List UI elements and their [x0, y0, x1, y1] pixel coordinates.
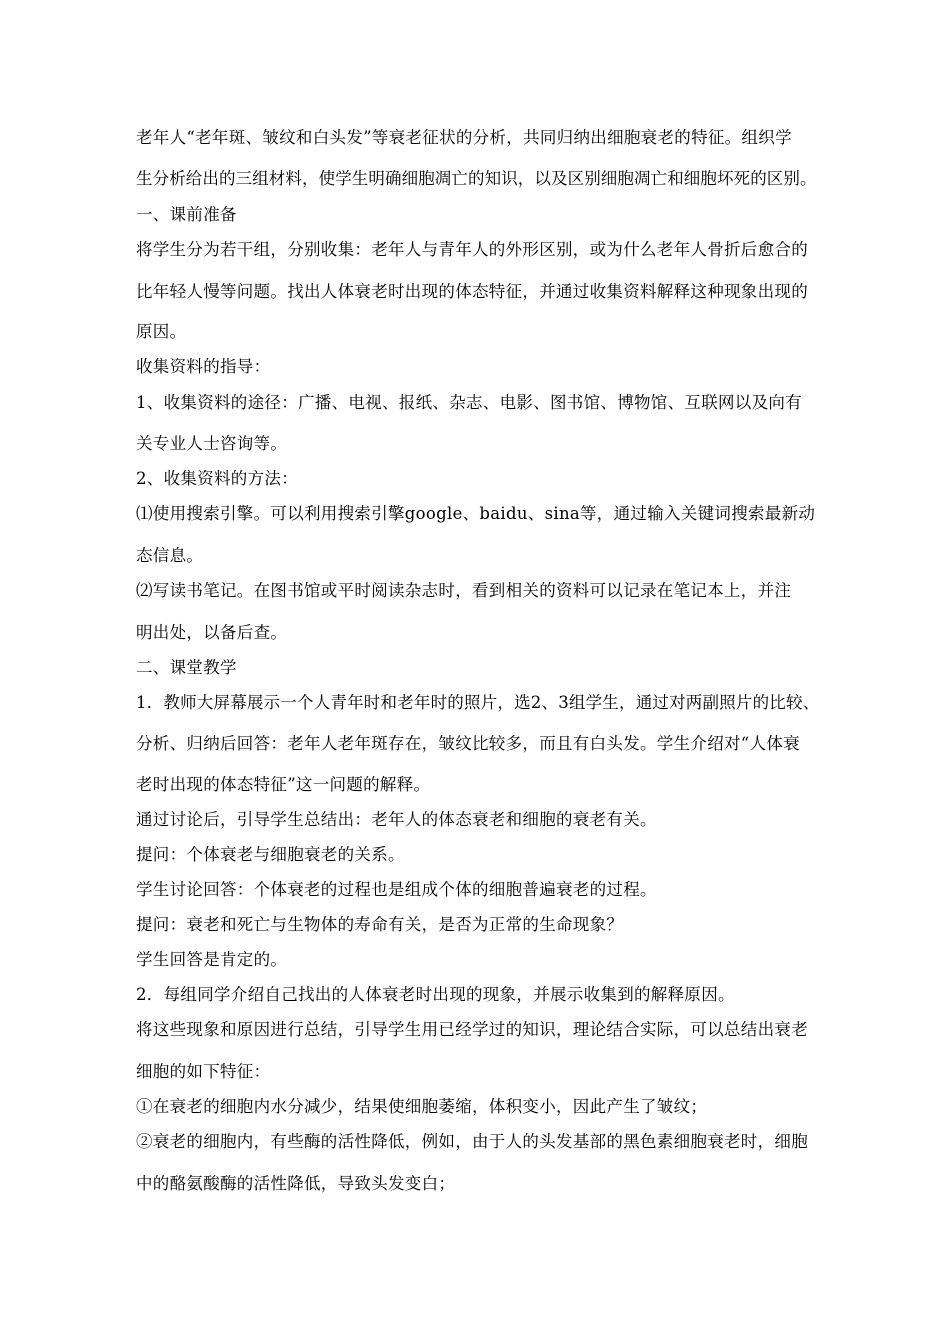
- text-line: 收集资料的指导：: [136, 357, 271, 376]
- text-line: 细胞的如下特征：: [136, 1062, 271, 1081]
- text-line: 提问：个体衰老与细胞衰老的关系。: [136, 845, 405, 864]
- list-item: 2、收集资料的方法：: [136, 469, 298, 488]
- list-item: 2．每组同学介绍自己找出的人体衰老时出现的现象，并展示收集到的解释原因。: [136, 985, 735, 1004]
- section-heading: 二、课堂教学: [136, 658, 237, 677]
- text-line: 分析、归纳后回答：老年人老年斑存在，皱纹比较多，而且有白头发。学生介绍对“人体衰: [136, 734, 800, 753]
- list-item: ①在衰老的细胞内水分减少，结果使细胞萎缩，体积变小，因此产生了皱纹；: [136, 1097, 708, 1116]
- list-item: ⑴使用搜索引擎。可以利用搜索引擎google、baidu、sina等，通过输入关键词搜索最新动: [136, 504, 816, 523]
- text-line: 通过讨论后，引导学生总结出：老年人的体态衰老和细胞的衰老有关。: [136, 810, 657, 829]
- text-line: 比年轻人慢等问题。找出人体衰老时出现的体态特征，并通过收集资料解释这种现象出现的: [136, 282, 808, 301]
- text-line: 学生回答是肯定的。: [136, 950, 288, 969]
- text-line: 将学生分为若干组，分别收集：老年人与青年人的外形区别，或为什么老年人骨折后愈合的: [136, 240, 808, 259]
- text-line: 原因。: [136, 322, 187, 341]
- text-line: 学生讨论回答：个体衰老的过程也是组成个体的细胞普遍衰老的过程。: [136, 880, 657, 899]
- list-item: ②衰老的细胞内，有些酶的活性降低，例如，由于人的头发基部的黑色素细胞衰老时，细胞: [136, 1132, 808, 1151]
- list-item: 1．教师大屏幕展示一个人青年时和老年时的照片，选2、3组学生，通过对两副照片的比较、: [136, 693, 820, 712]
- text-line: 生分析给出的三组材料，使学生明确细胞凋亡的知识，以及区别细胞凋亡和细胞坏死的区别。: [136, 169, 817, 188]
- text-line: 将这些现象和原因进行总结，引导学生用已经学过的知识，理论结合实际，可以总结出衰老: [136, 1020, 808, 1039]
- text-line: 明出处，以备后查。: [136, 623, 288, 642]
- text-line: 老时出现的体态特征”这一问题的解释。: [136, 775, 431, 794]
- text-line: 提问：衰老和死亡与生物体的寿命有关，是否为正常的生命现象？: [136, 915, 624, 934]
- list-item: ⑵写读书笔记。在图书馆或平时阅读杂志时，看到相关的资料可以记录在笔记本上，并注: [136, 581, 792, 600]
- list-item: 1、收集资料的途径：广播、电视、报纸、杂志、电影、图书馆、博物馆、互联网以及向有: [136, 393, 802, 412]
- text-line: 中的酪氨酸酶的活性降低，导致头发变白；: [136, 1174, 456, 1193]
- text-line: 态信息。: [136, 546, 204, 565]
- text-line: 关专业人士咨询等。: [136, 434, 288, 453]
- text-line: 老年人“老年斑、皱纹和白头发”等衰老征状的分析，共同归纳出细胞衰老的特征。组织学: [136, 128, 792, 147]
- section-heading: 一、课前准备: [136, 205, 237, 224]
